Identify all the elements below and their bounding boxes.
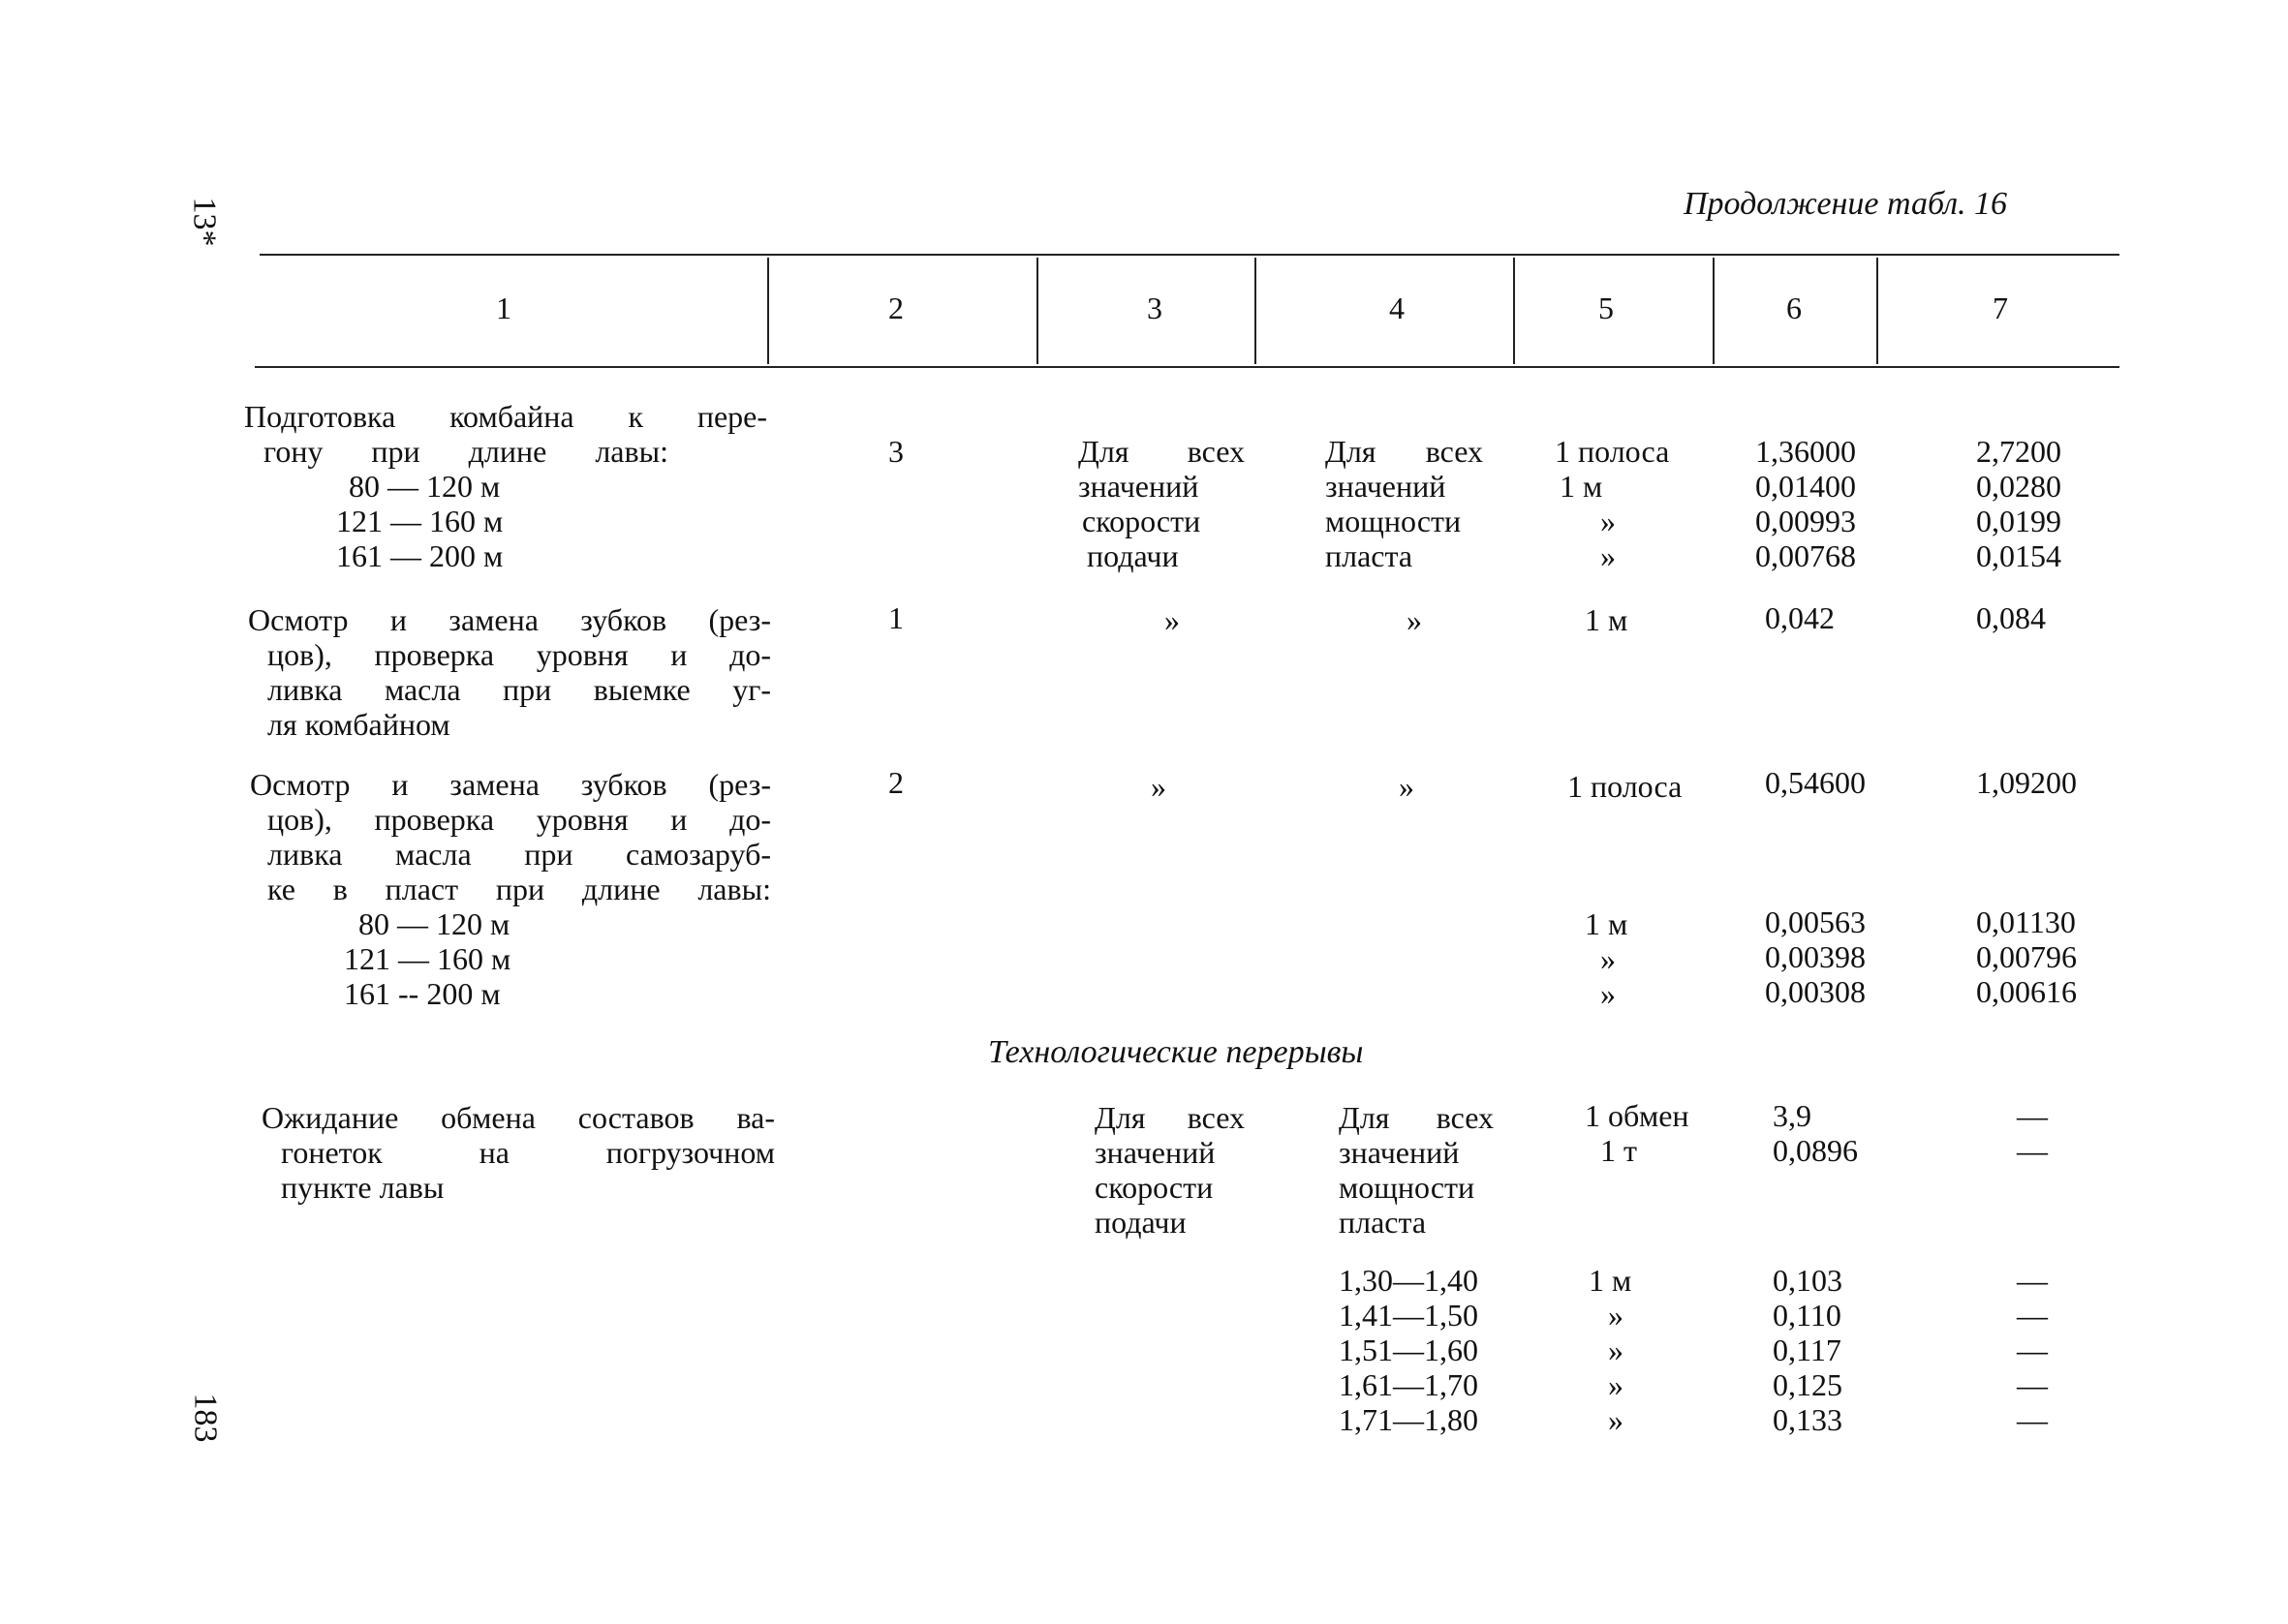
- cell-c3-line: скорости: [1082, 504, 1201, 538]
- cell-c6: 0,133: [1773, 1402, 1842, 1437]
- cell-c6: 0,00563: [1765, 904, 1866, 939]
- cell-c4-line: Для всех: [1325, 434, 1483, 469]
- cell-c5: »: [1600, 504, 1616, 538]
- cell-c6: 0,00993: [1755, 504, 1856, 538]
- cell-c5: 1 м: [1585, 906, 1628, 941]
- row-title-line: цов), проверка уровня и до-: [267, 637, 771, 672]
- cell-c5: 1 обмен: [1585, 1098, 1689, 1133]
- cell-c5: »: [1600, 538, 1616, 573]
- page-number: 183: [187, 1393, 224, 1443]
- cell-c5: 1 полоса: [1555, 434, 1670, 469]
- column-header-2: 2: [888, 291, 904, 325]
- thickness-range: 1,30—1,40: [1339, 1263, 1478, 1298]
- cell-c3-line: Для всех: [1078, 434, 1245, 469]
- cell-c7: 0,084: [1976, 600, 2046, 635]
- cell-c2: 3: [888, 434, 904, 469]
- table-top-rule: [260, 254, 2119, 256]
- table-continuation-caption: Продолжение табл. 16: [1684, 186, 2008, 222]
- cell-c7: 0,0199: [1976, 504, 2061, 538]
- thickness-range: 1,41—1,50: [1339, 1298, 1478, 1333]
- row-title-line: цов), проверка уровня и до-: [267, 802, 771, 837]
- cell-c7: —: [2017, 1333, 2048, 1367]
- cell-c6: 0,54600: [1765, 765, 1866, 800]
- cell-c5: »: [1608, 1402, 1623, 1437]
- column-header-7: 7: [1993, 291, 2008, 325]
- col-divider: [1713, 258, 1715, 364]
- cell-c4-line: пласта: [1339, 1205, 1427, 1240]
- cell-c7: 0,01130: [1976, 904, 2076, 939]
- cell-c7: —: [2017, 1263, 2048, 1298]
- cell-c5: 1 м: [1589, 1263, 1632, 1298]
- cell-c5: »: [1608, 1367, 1623, 1402]
- cell-c7: 0,0154: [1976, 538, 2061, 573]
- column-header-4: 4: [1389, 291, 1405, 325]
- row-title-line: гону при длине лавы:: [263, 434, 668, 469]
- cell-c5: 1 м: [1560, 469, 1603, 504]
- row-title-line: Ожидание обмена составов ва-: [262, 1100, 775, 1135]
- cell-c4-line: мощности: [1339, 1170, 1475, 1205]
- row-title-line: ля комбайном: [267, 707, 450, 742]
- cell-c6: 3,9: [1773, 1098, 1811, 1133]
- row-title-line: Осмотр и замена зубков (рез-: [250, 767, 771, 802]
- cell-c7: —: [2017, 1367, 2048, 1402]
- cell-c3-line: значений: [1095, 1135, 1216, 1170]
- cell-c6: 0,00308: [1765, 974, 1866, 1009]
- cell-c7: 0,0280: [1976, 469, 2061, 504]
- cell-c4-line: значений: [1339, 1135, 1460, 1170]
- section-title: Технологические перерывы: [988, 1034, 1364, 1070]
- cell-c6: 0,110: [1773, 1298, 1841, 1333]
- cell-c5: 1 м: [1585, 602, 1628, 637]
- cell-c3-line: подачи: [1087, 538, 1179, 573]
- row-title-line: Подготовка комбайна к пере-: [244, 399, 767, 434]
- row-title-line: пункте лавы: [281, 1170, 445, 1205]
- row-title-line: ливка масла при выемке уг-: [267, 672, 771, 707]
- cell-c4-line: пласта: [1325, 538, 1413, 573]
- col-divider: [1876, 258, 1878, 364]
- cell-c4: »: [1399, 769, 1414, 804]
- row-title-line: ливка масла при самозаруб-: [267, 837, 771, 872]
- cell-c7: —: [2017, 1133, 2048, 1168]
- cell-c3-line: подачи: [1095, 1205, 1187, 1240]
- length-range: 121 — 160 м: [336, 504, 504, 538]
- cell-c2: 1: [888, 600, 904, 635]
- thickness-range: 1,51—1,60: [1339, 1333, 1478, 1367]
- cell-c7: —: [2017, 1298, 2048, 1333]
- length-range: 161 — 200 м: [336, 538, 504, 573]
- cell-c6: 0,125: [1773, 1367, 1842, 1402]
- margin-section-mark: 13*: [186, 197, 223, 247]
- column-header-1: 1: [496, 291, 511, 325]
- cell-c3-line: значений: [1078, 469, 1199, 504]
- cell-c7: 1,09200: [1976, 765, 2077, 800]
- length-range: 80 — 120 м: [349, 469, 501, 504]
- cell-c2: 2: [888, 765, 904, 800]
- row-title-line: ке в пласт при длине лавы:: [267, 872, 771, 906]
- col-divider: [1513, 258, 1515, 364]
- column-header-5: 5: [1598, 291, 1614, 325]
- cell-c7: 0,00796: [1976, 939, 2077, 974]
- cell-c6: 0,042: [1765, 600, 1835, 635]
- cell-c5: »: [1600, 941, 1616, 976]
- col-divider: [1036, 258, 1038, 364]
- cell-c4-line: значений: [1325, 469, 1446, 504]
- cell-c5: »: [1600, 976, 1616, 1011]
- col-divider: [1254, 258, 1256, 364]
- cell-c6: 1,36000: [1755, 434, 1856, 469]
- cell-c7: —: [2017, 1098, 2048, 1133]
- cell-c3-line: скорости: [1095, 1170, 1214, 1205]
- cell-c7: 0,00616: [1976, 974, 2077, 1009]
- cell-c6: 0,00768: [1755, 538, 1856, 573]
- row-title-line: Осмотр и замена зубков (рез-: [248, 602, 771, 637]
- cell-c6: 0,00398: [1765, 939, 1866, 974]
- cell-c4: »: [1407, 602, 1422, 637]
- cell-c3-line: Для всех: [1095, 1100, 1245, 1135]
- cell-c5: 1 т: [1600, 1133, 1637, 1168]
- table-header-rule: [255, 366, 2119, 368]
- thickness-range: 1,71—1,80: [1339, 1402, 1478, 1437]
- cell-c4-line: мощности: [1325, 504, 1462, 538]
- column-header-3: 3: [1147, 291, 1162, 325]
- cell-c5: »: [1608, 1333, 1623, 1367]
- length-range: 121 — 160 м: [344, 941, 511, 976]
- cell-c3: »: [1151, 769, 1166, 804]
- col-divider: [767, 258, 769, 364]
- cell-c7: —: [2017, 1402, 2048, 1437]
- cell-c6: 0,01400: [1755, 469, 1856, 504]
- cell-c6: 0,0896: [1773, 1133, 1858, 1168]
- cell-c5: 1 полоса: [1567, 769, 1683, 804]
- cell-c3: »: [1164, 602, 1180, 637]
- row-title-line: гонеток на погрузочном: [281, 1135, 775, 1170]
- cell-c6: 0,103: [1773, 1263, 1842, 1298]
- length-range: 161 -- 200 м: [344, 976, 501, 1011]
- cell-c4-line: Для всех: [1339, 1100, 1494, 1135]
- cell-c5: »: [1608, 1298, 1623, 1333]
- column-header-6: 6: [1786, 291, 1802, 325]
- thickness-range: 1,61—1,70: [1339, 1367, 1478, 1402]
- cell-c6: 0,117: [1773, 1333, 1841, 1367]
- cell-c7: 2,7200: [1976, 434, 2061, 469]
- length-range: 80 — 120 м: [358, 906, 510, 941]
